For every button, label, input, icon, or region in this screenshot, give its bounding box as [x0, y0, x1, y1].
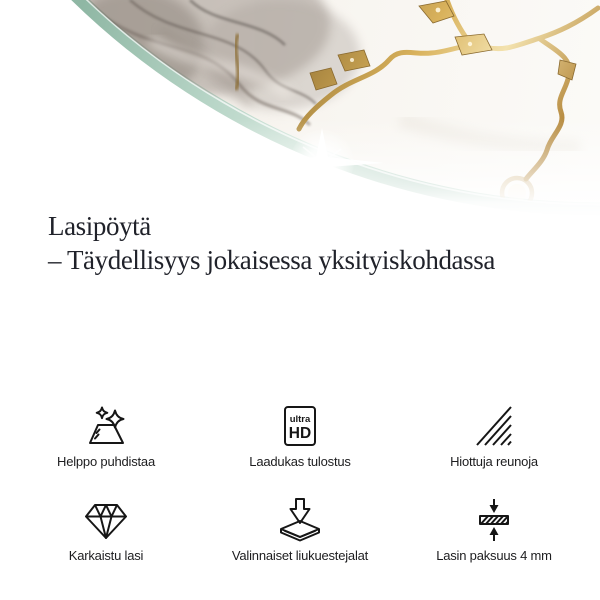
feature-label: Helppo puhdistaa	[57, 454, 155, 469]
feature-label: Lasin paksuus 4 mm	[436, 548, 552, 563]
features-grid	[9, 402, 591, 564]
sparkle-clean-icon	[82, 402, 130, 450]
glass-thickness-icon	[470, 496, 518, 544]
page-title-line1: Lasipöytä	[48, 211, 151, 241]
diamond-icon	[82, 496, 130, 544]
feature-tempered-glass	[9, 496, 203, 564]
ultra-hd-icon	[276, 402, 324, 450]
ultra-hd-icon-text-bottom: HD	[288, 425, 312, 442]
product-photo-illustration	[0, 0, 600, 218]
feature-polished-edges	[397, 402, 591, 470]
feature-easy-clean	[9, 402, 203, 470]
feature-label: Valinnaiset liukuestejalat	[231, 548, 369, 563]
feature-label: Karkaistu lasi	[68, 548, 144, 563]
page-title-line2: – Täydellisyys jokaisessa yksityiskohdassa	[48, 245, 495, 275]
feature-label: Laadukas tulostus	[249, 454, 351, 469]
feature-print-quality	[203, 402, 397, 470]
page-title	[48, 209, 495, 277]
feature-label: Hiottuja reunoja	[450, 454, 538, 469]
feature-glass-thickness	[397, 496, 591, 564]
polished-edges-icon	[470, 402, 518, 450]
ultra-hd-icon-text-top: ultra	[289, 414, 311, 425]
hero-product-photo	[0, 0, 600, 218]
anti-slip-feet-icon	[276, 496, 324, 544]
feature-anti-slip-feet	[203, 496, 397, 564]
